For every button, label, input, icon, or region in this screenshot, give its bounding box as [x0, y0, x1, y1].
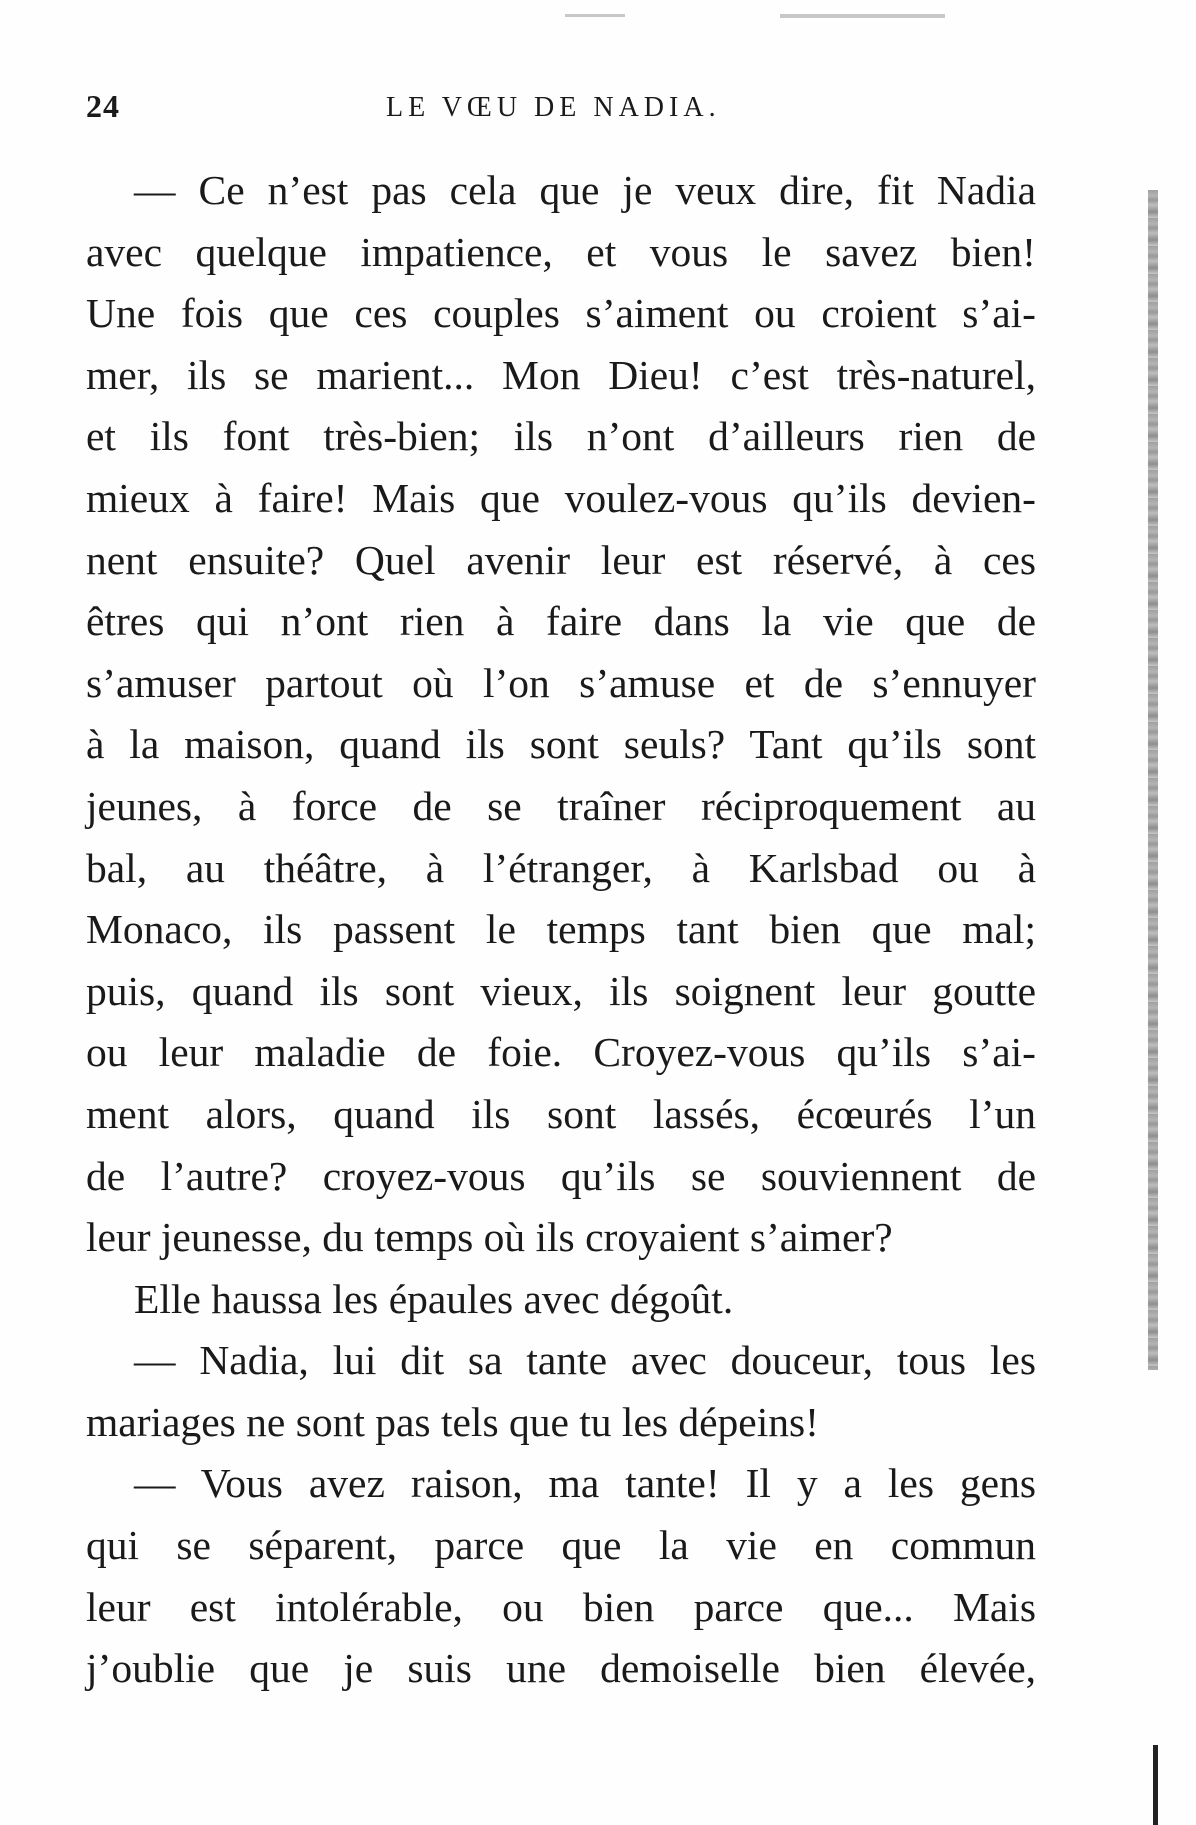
text-line: — Vous avez raison, ma tante! Il y a les gens: [134, 1460, 1036, 1507]
text-line: jeunes, à force de se traîner réciproquement au: [86, 782, 1036, 829]
text-line: mariages ne sont pas tels que tu les dépeins!: [86, 1398, 819, 1445]
text-line: — Ce n’est pas cela que je veux dire, fit Nadia: [134, 167, 1036, 213]
text-line: leur jeunesse, du temps où ils croyaient s’aimer?: [86, 1214, 893, 1261]
text-line: mieux à faire! Mais que voulez-vous qu’ils devien-: [86, 474, 1036, 521]
text-line: de l’autre? croyez-vous qu’ils se souviennent de: [86, 1152, 1036, 1199]
text-line: et ils font très-bien; ils n’ont d’ailleurs rien de: [86, 413, 1036, 460]
text-line: ment alors, quand ils sont lassés, écœurés l’un: [86, 1090, 1036, 1137]
text-line: Elle haussa les épaules avec dégoût.: [134, 1275, 734, 1322]
text-line: qui se séparent, parce que la vie en commun: [86, 1522, 1036, 1569]
text-line: s’amuser partout où l’on s’amuse et de s’ennuyer: [86, 659, 1036, 706]
text-line: leur est intolérable, ou bien parce que... Mais: [86, 1583, 1036, 1630]
text-line: j’oublie que je suis une demoiselle bien élevée,: [86, 1645, 1036, 1692]
text-line: ou leur maladie de foie. Croyez-vous qu’ils s’ai-: [86, 1029, 1036, 1076]
page-edge: [1153, 1745, 1158, 1825]
text-line: à la maison, quand ils sont seuls? Tant qu’ils sont: [86, 721, 1036, 768]
text-line: puis, quand ils sont vieux, ils soignent leur goutte: [86, 967, 1036, 1014]
body-text: [86, 160, 1036, 1700]
text-line: nent ensuite? Quel avenir leur est réservé, à ces: [86, 536, 1036, 583]
page-edge: [1148, 190, 1158, 1370]
text-line: avec quelque impatience, et vous le savez bien!: [86, 228, 1036, 275]
page-number: 24: [86, 88, 120, 124]
scan-mark: [780, 14, 945, 18]
text-line: êtres qui n’ont rien à faire dans la vie que de: [86, 598, 1036, 645]
running-title: LE VŒU DE NADIA.: [386, 92, 721, 123]
page-header: [86, 88, 1036, 128]
scan-mark: [565, 14, 625, 17]
text-line: mer, ils se marient... Mon Dieu! c’est très-naturel,: [86, 351, 1036, 398]
text-line: Monaco, ils passent le temps tant bien que mal;: [86, 906, 1036, 953]
text-line: bal, au théâtre, à l’étranger, à Karlsbad ou à: [86, 844, 1036, 891]
text-line: Une fois que ces couples s’aiment ou croient s’ai-: [86, 290, 1036, 337]
text-line: — Nadia, lui dit sa tante avec douceur, tous les: [134, 1337, 1036, 1384]
